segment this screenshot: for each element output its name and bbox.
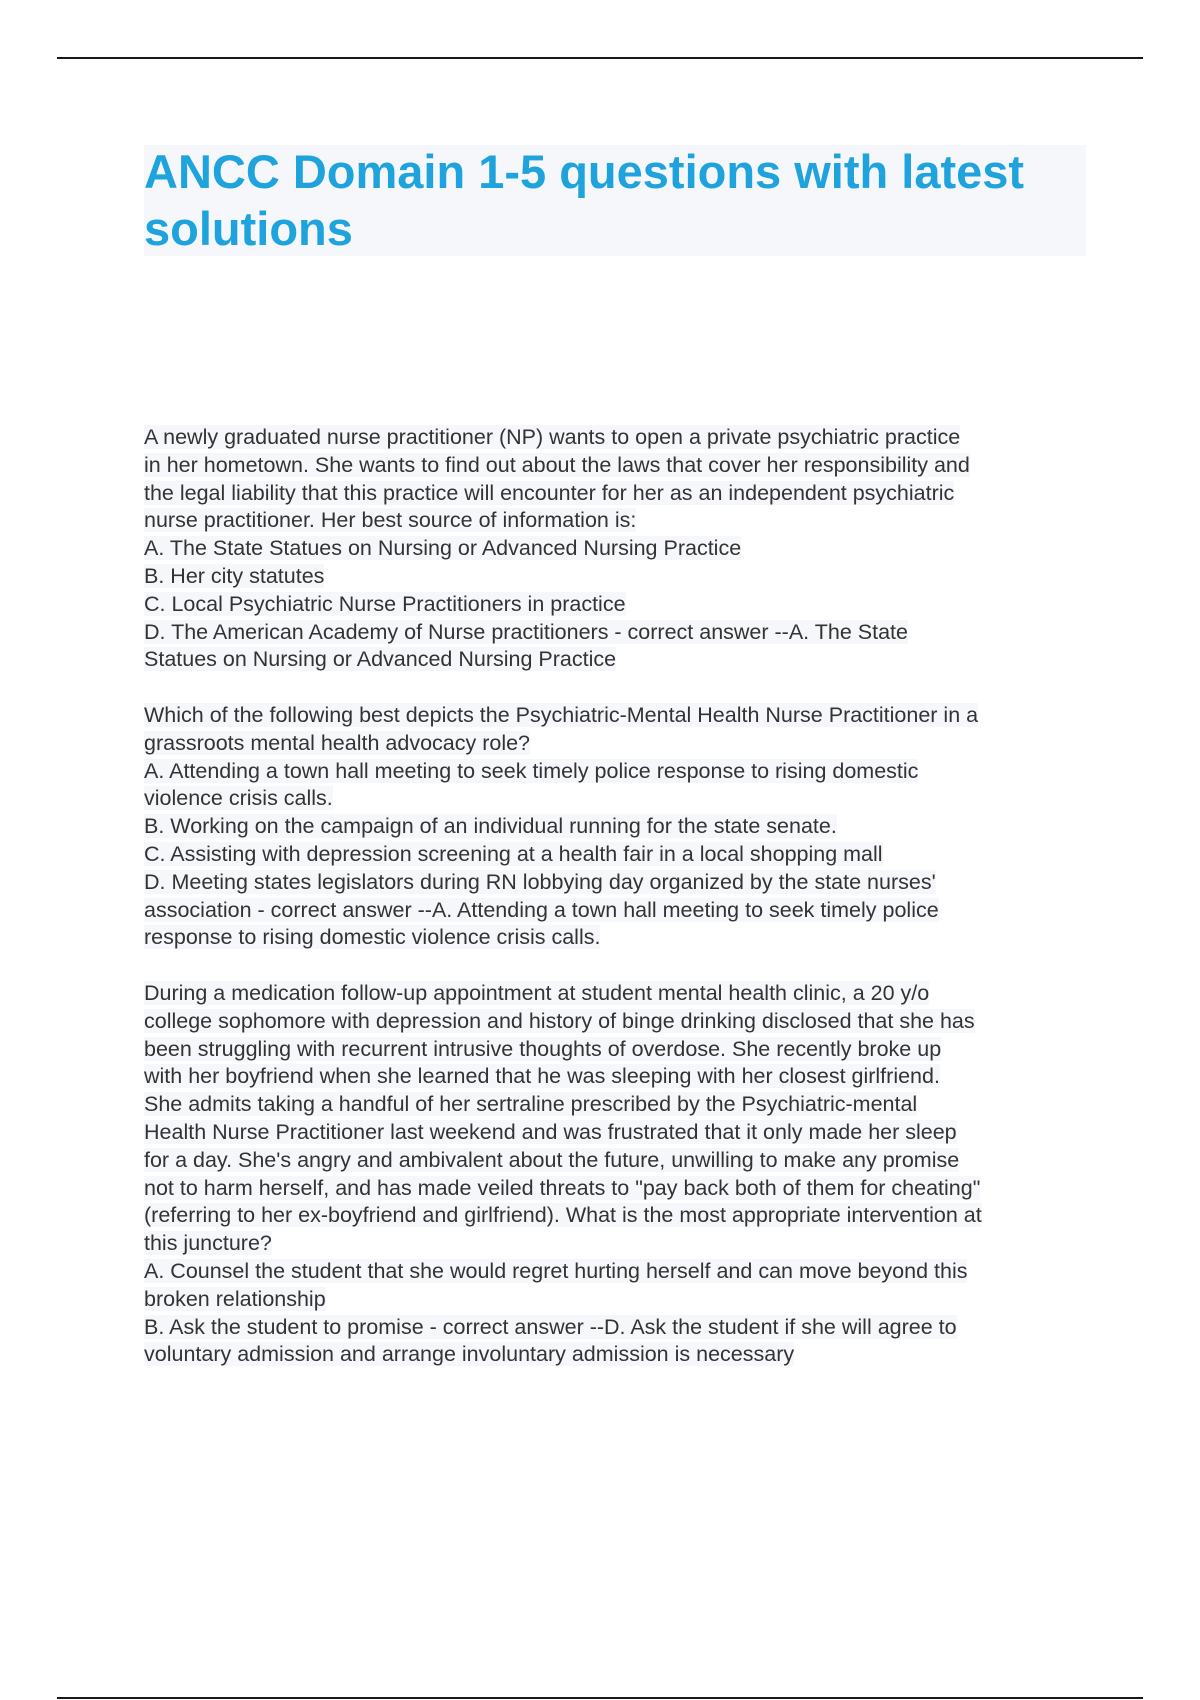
answer-option: broken relationship xyxy=(144,1286,326,1311)
answer-option: violence crisis calls. xyxy=(144,786,333,811)
correct-answer-line: association - correct answer --A. Attending a town hall meeting to seek timely police xyxy=(144,897,939,922)
text-line: with her boyfriend when she learned that he was sleeping with her closest girlfriend. xyxy=(144,1064,940,1089)
text-line: Which of the following best depicts the Psychiatric-Mental Health Nurse Practitioner in a xyxy=(144,702,979,727)
title-line: ANCC Domain 1-5 questions with latest xyxy=(144,145,1025,198)
text-line: A newly graduated nurse practitioner (NP) wants to open a private psychiatric practice xyxy=(144,425,961,449)
text-line: in her hometown. She wants to find out about the laws that cover her responsibility and xyxy=(144,452,970,477)
answer-option: B. Working on the campaign of an individual running for the state senate. xyxy=(144,814,837,839)
answer-option: A. Attending a town hall meeting to seek timely police response to rising domestic xyxy=(144,758,919,783)
title-block xyxy=(144,145,1086,256)
text-line: college sophomore with depression and history of binge drinking disclosed that she has xyxy=(144,1008,975,1033)
text-line: grassroots mental health advocacy role? xyxy=(144,730,531,755)
correct-answer-line: B. Ask the student to promise - correct answer --D. Ask the student if she will agree to xyxy=(144,1314,957,1339)
answer-option: D. The American Academy of Nurse practitioners - correct answer --A. The State xyxy=(144,619,908,644)
text-line: this juncture? xyxy=(144,1231,272,1256)
question-block-2 xyxy=(144,702,1104,952)
top-rule xyxy=(57,57,1143,59)
text-line: During a medication follow-up appointment at student mental health clinic, a 20 y/o xyxy=(144,980,930,1005)
answer-option: C. Local Psychiatric Nurse Practitioners in practice xyxy=(144,591,626,616)
correct-answer-line: Statues on Nursing or Advanced Nursing Practice xyxy=(144,647,617,672)
correct-answer-line: response to rising domestic violence crisis calls. xyxy=(144,925,601,950)
text-line: Health Nurse Practitioner last weekend and was frustrated that it only made her sleep xyxy=(144,1119,957,1144)
bottom-rule xyxy=(57,1697,1143,1699)
document-body xyxy=(144,424,1104,1397)
answer-option: C. Assisting with depression screening at a health fair in a local shopping mall xyxy=(144,841,883,866)
text-line: nurse practitioner. Her best source of information is: xyxy=(144,508,637,533)
answer-option: A. The State Statues on Nursing or Advanced Nursing Practice xyxy=(144,536,742,561)
question-block-3 xyxy=(144,980,1104,1369)
question-block-1 xyxy=(144,424,1104,674)
text-line: the legal liability that this practice will encounter for her as an independent psychiatric xyxy=(144,480,955,505)
answer-option: D. Meeting states legislators during RN lobbying day organized by the state nurses' xyxy=(144,869,936,894)
answer-option: A. Counsel the student that she would regret hurting herself and can move beyond this xyxy=(144,1258,968,1283)
text-line: been struggling with recurrent intrusive thoughts of overdose. She recently broke up xyxy=(144,1036,942,1061)
text-line: for a day. She's angry and ambivalent about the future, unwilling to make any promise xyxy=(144,1147,960,1172)
correct-answer-line: voluntary admission and arrange involuntary admission is necessary xyxy=(144,1342,795,1367)
title-line: solutions xyxy=(144,202,353,255)
text-line: not to harm herself, and has made veiled threats to "pay back both of them for cheating" xyxy=(144,1175,981,1200)
text-line: (referring to her ex-boyfriend and girlfriend). What is the most appropriate intervention at xyxy=(144,1203,982,1228)
answer-option: B. Her city statutes xyxy=(144,563,325,588)
text-line: She admits taking a handful of her sertraline prescribed by the Psychiatric-mental xyxy=(144,1092,918,1117)
page-title xyxy=(144,143,1086,257)
